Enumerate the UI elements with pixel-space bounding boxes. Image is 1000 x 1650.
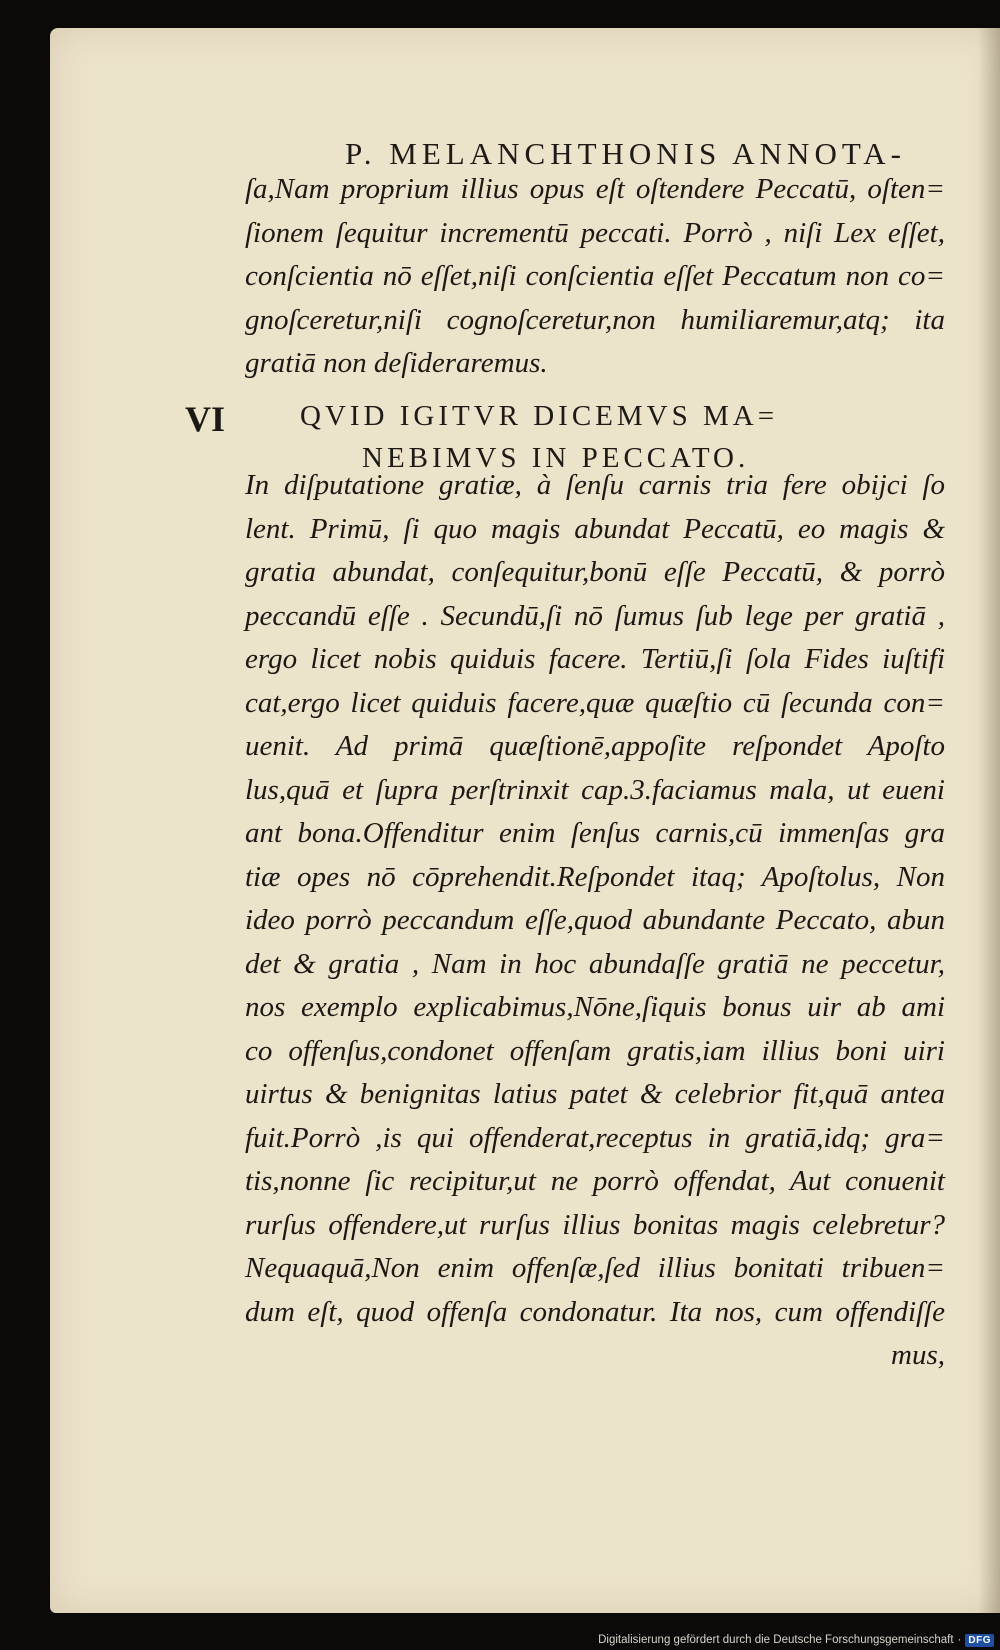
text-line: conſcientia nō eſſet,niſi conſcientia eſſet Peccatum non co=: [245, 260, 945, 292]
text-line: uenit. Ad primā quæſtionē,appoſite reſpondet Apoſto: [245, 730, 945, 762]
heading-line: QVID IGITVR DICEMVS MA=: [300, 400, 779, 432]
text-line: ſa,Nam proprium illius opus eſt oſtendere Peccatū, oſten=: [245, 173, 945, 205]
footer-text: Digitalisierung gefördert durch die Deutsche Forschungsgemeinschaft: [598, 1634, 954, 1646]
text-line: In diſputatione gratiæ, à ſenſu carnis tria fere obijci ſo: [245, 469, 945, 501]
text-line: ergo licet nobis quiduis facere. Tertiū,ſi ſola Fides iuſtifi: [245, 643, 945, 675]
text-line: cat,ergo licet quiduis facere,quæ quæſtio cū ſecunda con=: [245, 686, 945, 719]
text-line: co offenſus,condonet offenſam gratis,iam illius boni uiri: [245, 1034, 945, 1067]
text-line: tis,nonne ſic recipitur,ut ne porrò offendat, Aut conuenit: [245, 1165, 945, 1197]
text-line: dum eſt, quod offenſa condonatur. Ita nos, cum offendiſſe: [245, 1295, 945, 1328]
text-line: det & gratia , Nam in hoc abundaſſe gratiā ne peccetur,: [245, 947, 945, 980]
text-line: lent. Primū, ſi quo magis abundat Peccatū, eo magis &: [245, 512, 945, 545]
section-number: VI: [185, 399, 226, 439]
text-line: rurſus offendere,ut rurſus illius bonitas magis celebretur?: [245, 1208, 945, 1241]
text-line: nos exemplo explicabimus,Nōne,ſiquis bonus uir ab ami: [245, 991, 945, 1023]
text-line: ideo porrò peccandum eſſe,quod abundante Peccato, abun: [245, 904, 945, 936]
text-line: fuit.Porrò ,is qui offenderat,receptus in gratiā,idq; gra=: [245, 1121, 945, 1154]
text-line: gnoſceretur,niſi cognoſceretur,non humiliaremur,atq; ita: [245, 303, 945, 336]
catchword: mus,: [891, 1339, 945, 1371]
text-line: uirtus & benignitas latius patet & celebrior fit,quā antea: [245, 1078, 945, 1110]
paragraph-1: [245, 168, 945, 386]
text-line: gratiā non deſideraremus.: [245, 347, 548, 379]
dfg-logo-icon: DFG: [965, 1634, 994, 1647]
text-line: ant bona.Offenditur enim ſenſus carnis,cū immenſas gra: [245, 817, 945, 849]
running-head: P. MELANCHTHONIS ANNOTA-: [345, 136, 906, 171]
text-line: lus,quā et ſupra perſtrinxit cap.3.faciamus mala, ut eueni: [245, 773, 945, 806]
paragraph-2: [245, 464, 945, 1378]
text-line: Nequaquā,Non enim offenſæ,ſed illius bonitati tribuen=: [245, 1252, 945, 1284]
text-line: ſionem ſequitur incrementū peccati. Porrò , niſi Lex eſſet,: [245, 216, 945, 249]
text-line: tiæ opes nō cōprehendit.Reſpondet itaq; Apoſtolus, Non: [245, 860, 945, 893]
heading-line: NEBIMVS IN PECCATO.: [362, 442, 750, 474]
text-line: gratia abundat, conſequitur,bonū eſſe Peccatū, & porrò: [245, 556, 945, 588]
text-line: peccandū eſſe . Secundū,ſi nō ſumus ſub lege per gratiā ,: [245, 599, 945, 632]
footer-credit: Digitalisierung gefördert durch die Deutsche Forschungsgemeinschaft · DFG: [598, 1632, 994, 1648]
